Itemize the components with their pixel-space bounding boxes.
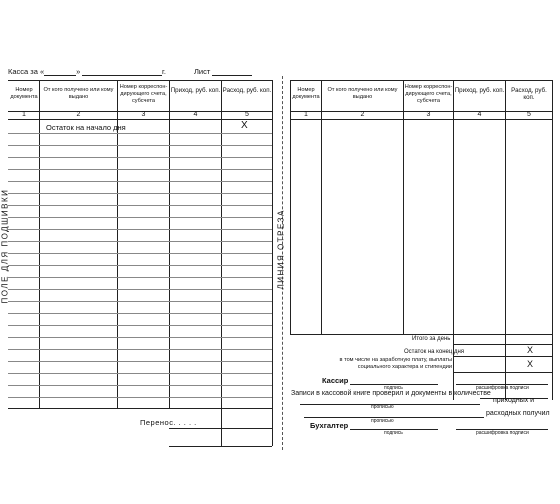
outgoing-count-line[interactable] (304, 417, 484, 418)
cashier-label: Кассир (322, 376, 349, 385)
binding-margin-label: ПОЛЕ ДЛЯ ПОДШИВКИ (0, 188, 10, 304)
salary-note (331, 357, 452, 371)
salary-note-line-1: в том числе на заработную плату, выплаты (339, 357, 452, 363)
outgoing-label: расходных получил (486, 410, 550, 417)
cashier-signature-caption: подпись (384, 385, 403, 391)
incoming-count-line[interactable] (300, 404, 480, 405)
opening-balance-mark: X (241, 120, 248, 131)
col-num-1: 1 (22, 111, 26, 118)
cashier-decode-caption: расшифровка подписи (476, 385, 529, 391)
r-col-num-3: 3 (426, 111, 431, 118)
words-caption-2: прописью (371, 418, 394, 424)
r-col-num-2: 2 (360, 111, 365, 118)
closing-balance-label: Остаток на конец дня (404, 349, 465, 355)
col-num-5: 5 (245, 111, 249, 118)
closing-balance-mark: X (527, 345, 534, 355)
kassa-label: Касса за « » (8, 67, 162, 76)
r-col-expense-header: Расход, руб. коп. (511, 87, 547, 101)
sheet-number-blank[interactable] (212, 67, 252, 76)
date-month-blank[interactable] (82, 67, 162, 76)
checked-text: Записи в кассовой книге проверил и документы в количестве (291, 390, 491, 397)
r-col-num-4: 4 (477, 111, 482, 118)
opening-balance-label: Остаток на начало дня (46, 123, 126, 132)
r-col-income-header: Приход, руб. коп. (454, 87, 505, 94)
r-col-doc-number-header: Номер документа (292, 87, 320, 100)
incoming-label: приходных и (493, 397, 535, 404)
date-day-blank[interactable] (44, 67, 76, 76)
words-caption: прописью (371, 404, 394, 410)
carry-over-label: Перенос. . . . . (140, 418, 197, 427)
col-num-2: 2 (76, 111, 81, 118)
salary-note-line-2: социального характера и стипендии (357, 364, 452, 370)
accountant-label: Бухгалтер (310, 421, 349, 430)
col-num-4: 4 (193, 111, 198, 118)
sheet-label: Лист (194, 67, 252, 76)
accountant-signature-caption: подпись (384, 430, 403, 436)
day-total-label: Итого за день (412, 336, 451, 342)
col-num-3: 3 (141, 111, 146, 118)
r-col-num-5: 5 (527, 111, 531, 118)
salary-note-mark: X (527, 359, 534, 369)
r-col-num-1: 1 (304, 111, 308, 118)
r-col-from-whom-header: От кого получено или кому выдано (327, 87, 398, 100)
col-from-whom-header: От кого получено или кому выдано (43, 87, 114, 100)
year-suffix: г. (162, 67, 166, 76)
col-doc-number-header: Номер документа (10, 87, 38, 100)
col-account-header: Номер корреспон- дирующего счета, субсчета (119, 84, 168, 104)
accountant-decode-caption: расшифровка подписи (476, 430, 529, 436)
col-income-header: Приход, руб. коп. (170, 87, 221, 94)
cut-line-label: ЛИНИЯ ОТРЕЗА (276, 209, 286, 290)
r-col-account-header: Номер корреспон- дирующего счета, субсчета (404, 84, 453, 104)
col-expense-header: Расход, руб. коп. (222, 87, 272, 94)
